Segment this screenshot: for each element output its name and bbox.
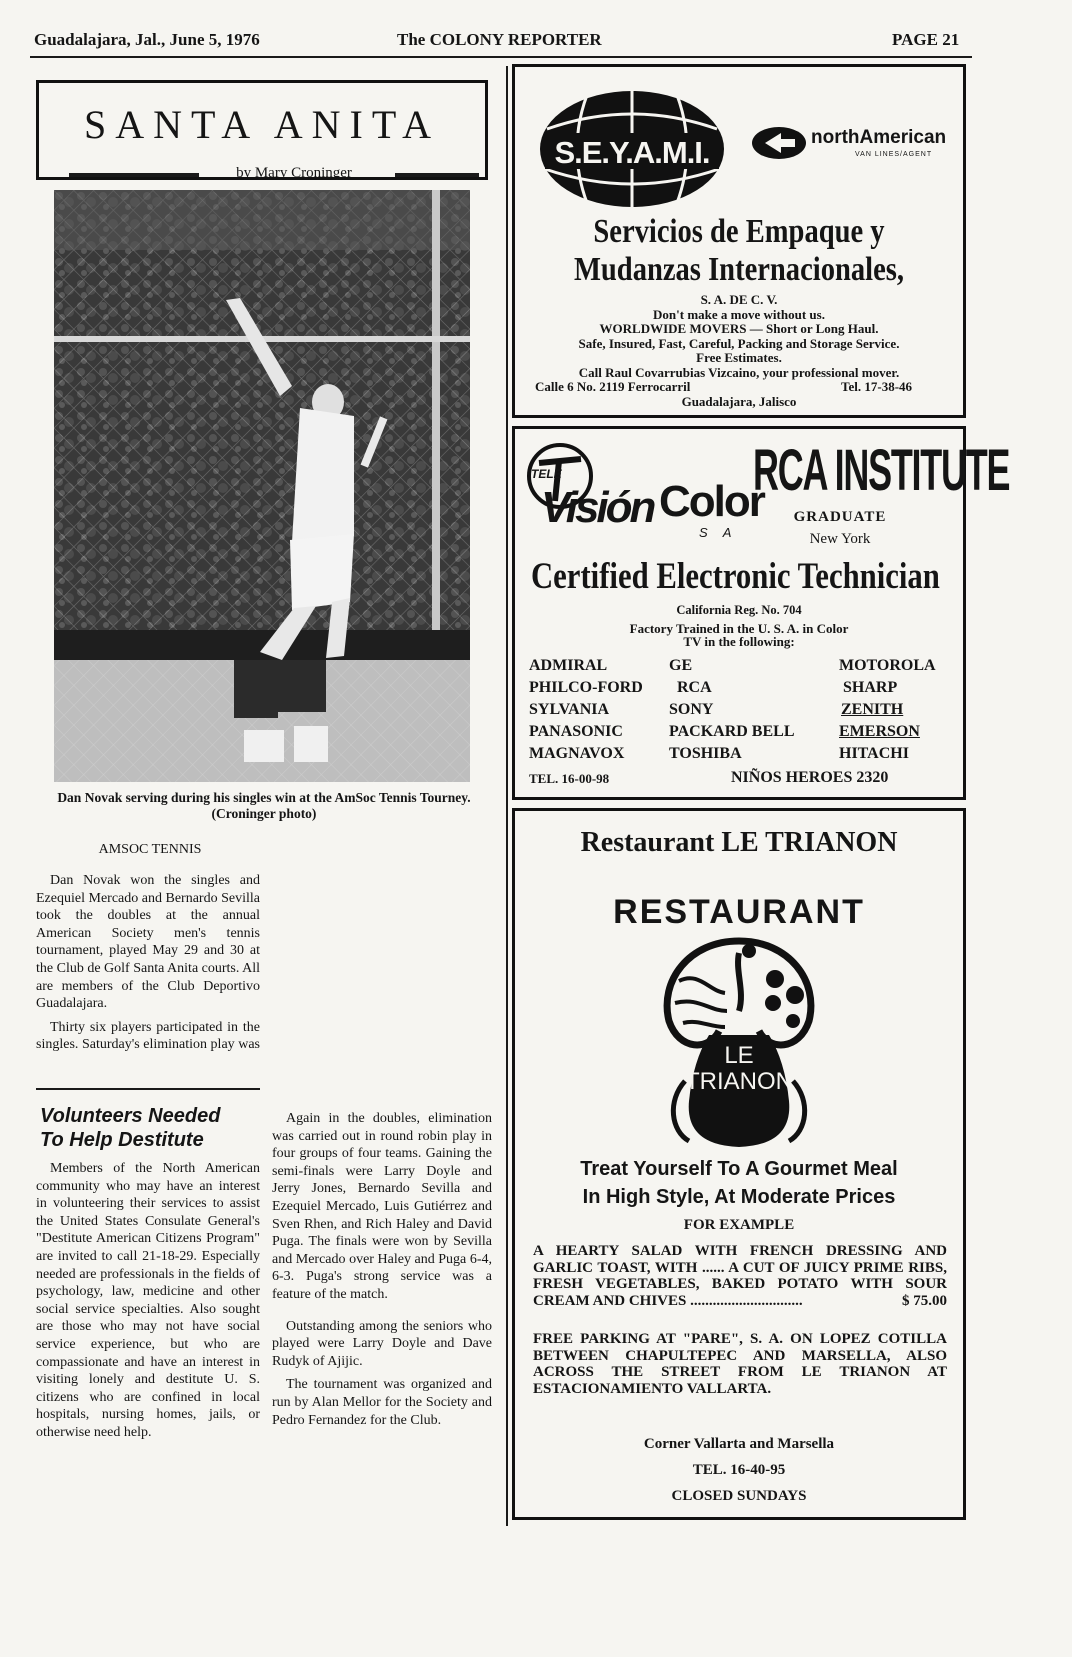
le-trianon-ad [512, 808, 966, 1520]
rca-city: New York [809, 531, 871, 547]
rca-graduate: GRADUATE [793, 509, 887, 525]
article-divider [36, 1088, 260, 1090]
brand-name: EMERSON [839, 723, 920, 740]
rca-phone: TEL. 16-00-98 [529, 771, 610, 786]
seyami-address-row [515, 380, 963, 395]
volunteers-headline-line1: Volunteers Needed [40, 1105, 221, 1127]
brand-row [529, 721, 959, 743]
trianon-price: $ 75.00 [896, 1293, 947, 1310]
trianon-sign [649, 1043, 829, 1095]
amsoc-paragraph-2: Thirty six players participated in the singles. Saturday's elimination play was [36, 1019, 260, 1053]
tele-text: TELE [531, 467, 562, 481]
amsoc-paragraph-1: Dan Novak won the singles and Ezequiel Mercado and Bernardo Sevilla took the doubles at the annual American Society men's tennis tournament, played May 29 and 30 at the Club de Golf Santa Anita courts. All are members of the Club Deportivo Guadalajara. [36, 873, 260, 1012]
brand-name: MAGNAVOX [529, 745, 625, 762]
rca-address: NIÑOS HEROES 2320 [731, 769, 889, 786]
volunteers-headline [40, 1104, 264, 1152]
photo-caption: Dan Novak serving during his singles win at the AmSoc Tennis Tourney. (Croninger photo) [57, 790, 471, 821]
byline-rule-right [395, 173, 479, 177]
brand-row [529, 677, 959, 699]
trianon-tagline-line1: Treat Yourself To A Gourmet Meal [580, 1158, 898, 1180]
rca-training-line2: TV in the following: [683, 634, 795, 649]
brand-row [529, 699, 959, 721]
brand-row [529, 655, 959, 677]
header-rule [30, 56, 972, 58]
seyami-movers: WORLDWIDE MOVERS — Short or Long Haul. [599, 321, 879, 336]
rca-institute-title: RCA INSTITUTE [753, 438, 1010, 503]
rca-registration: California Reg. No. 704 [676, 603, 802, 617]
seyami-phone: Tel. 17-38-46 [841, 379, 913, 394]
rca-training-line1: Factory Trained in the U. S. A. in Color [629, 621, 849, 636]
brand-name: PANASONIC [529, 723, 623, 740]
vision-text: Visión [541, 483, 654, 532]
rca-training [515, 622, 963, 648]
seyami-title-line2: Mudanzas Internacionales, [573, 251, 905, 288]
amsoc-paragraph-3: Again in the doubles, elimination was carried out in round robin play in four groups of four teams. Gaining the semi-finals were Larry Doyle and Jerry Jones, Bernardo Sevilla and Ezequiel Mercado, Luis Gutiérrez and Sven Rhen, and Rich Haley and David Puga. The finals were won by Sevilla and Mercado over Haley and Puga 6-4, 6-3. Puga's strong service was a feature of the match. [272, 1111, 492, 1302]
seyami-city: Guadalajara, Jalisco [681, 393, 797, 409]
seyami-title-line1: Servicios de Empaque y [593, 213, 885, 250]
trianon-price-row [533, 1293, 947, 1327]
brand-name: MOTOROLA [839, 657, 936, 674]
brand-row [529, 743, 959, 765]
brand-name: ADMIRAL [529, 657, 608, 674]
trianon-arch-text: RESTAURANT [613, 893, 865, 931]
trianon-title: Restaurant LE TRIANON [580, 827, 898, 858]
trianon-corner: Corner Vallarta and Marsella [643, 1436, 835, 1452]
seyami-contact: Call Raul Covarrubias Vizcaino, your professional mover. [578, 364, 900, 380]
rca-headline: Certified Electronic Technician [531, 556, 940, 597]
brand-name: RCA [677, 679, 712, 696]
vision-sa-text: S A [699, 525, 738, 540]
seyami-address: Calle 6 No. 2119 Ferrocarril [535, 379, 691, 394]
trianon-sign-line1: LE [724, 1042, 754, 1069]
seyami-services: Safe, Insured, Fast, Careful, Packing and Storage Service. [578, 335, 900, 351]
issue-date: Guadalajara, Jal., June 5, 1976 [34, 30, 260, 49]
trianon-closed: CLOSED SUNDAYS [671, 1488, 807, 1504]
volunteers-headline-line2: To Help Destitute [40, 1129, 204, 1151]
brand-name: ZENITH [841, 701, 904, 718]
seyami-details [515, 293, 963, 409]
trianon-phone: TEL. 16-40-95 [692, 1462, 786, 1478]
trianon-parking: FREE PARKING AT "PARE", S. A. ON LOPEZ COTILLA BETWEEN CHAPULTEPEC AND MARSELLA, ALSO ACROSS THE STREET FROM LE TRIANON AT ESTACIONAMIENTO VALLARTA. [533, 1331, 947, 1397]
amsoc-paragraph-4: Outstanding among the seniors who played were Larry Doyle and Dave Rudyk of Ajijic. [272, 1318, 492, 1369]
seyami-title [551, 213, 927, 289]
brand-name: PACKARD BELL [669, 723, 795, 740]
brand-list [529, 655, 959, 765]
volunteers-article [36, 1160, 260, 1448]
tennis-player-illustration [54, 190, 470, 782]
trianon-tagline [515, 1155, 963, 1211]
brand-name: SHARP [843, 679, 898, 696]
amsoc-paragraph-5: The tournament was organized and run by Alan Mellor for the Society and Pedro Fernandez for the Club. [272, 1377, 492, 1428]
seyami-ad [512, 64, 966, 418]
amsoc-article-col1 [36, 872, 260, 1060]
rca-institute-ad [512, 426, 1010, 800]
north-american-name: northAmerican [811, 127, 947, 148]
trianon-sign-line2: TRIANON [685, 1068, 793, 1095]
column-head-box [36, 80, 488, 180]
seyami-slogan: Don't make a move without us. [653, 306, 825, 322]
byline: by Mary Croninger [236, 165, 352, 181]
brand-name: PHILCO-FORD [529, 679, 643, 696]
trianon-tagline-line2: In High Style, At Moderate Prices [582, 1186, 896, 1208]
column-separator [506, 66, 508, 1526]
brand-name: SYLVANIA [529, 701, 610, 718]
seyami-estimates: Free Estimates. [696, 350, 782, 365]
page-number: PAGE 21 [892, 30, 960, 49]
brand-name: SONY [669, 701, 714, 718]
amsoc-article-col2 [272, 838, 492, 1435]
brand-name: GE [669, 657, 693, 674]
amsoc-heading: AMSOC TENNIS [98, 842, 202, 857]
trianon-contact [515, 1431, 963, 1509]
north-american-subtitle: VAN LINES/AGENT [855, 151, 933, 158]
trianon-menu [533, 1243, 947, 1397]
north-american-arrow-icon [751, 125, 807, 161]
newspaper-name: The COLONY REPORTER [397, 30, 602, 49]
volunteers-body: Members of the North American community who may have an interest in volunteering their services to assist the United States Consulate General's "Destitute American Citizens Program" are invited to call 21-18-29. Especially needed are professionals in the fields of psychology, law, medicine and other social service specialties. Also sought are those who may not have social service experience, but who are compassionate and have an interest in visiting lonely and destitute U. S. citizens who are confined in local hospitals, nursing homes, jails, or otherwise need help. [36, 1161, 260, 1440]
byline-rule-left [69, 173, 199, 177]
trianon-menu-text: A HEARTY SALAD WITH FRENCH DRESSING AND GARLIC TOAST, WITH ...... A CUT OF JUICY PRIME RIBS, FRESH VEGETABLES, BAKED POTATO WITH SOUR CREAM AND CHIVES .............................. [533, 1243, 947, 1309]
seyami-company: S. A. DE C. V. [700, 292, 778, 307]
trianon-for-example: FOR EXAMPLE [683, 1217, 795, 1233]
column-title: SANTA ANITA [84, 102, 440, 147]
brand-name: TOSHIBA [669, 745, 742, 762]
tennis-photo [54, 190, 470, 782]
seyami-logo-text: S.E.Y.A.M.I. [554, 135, 710, 170]
color-text: Color [659, 477, 764, 526]
brand-name: HITACHI [839, 745, 909, 762]
